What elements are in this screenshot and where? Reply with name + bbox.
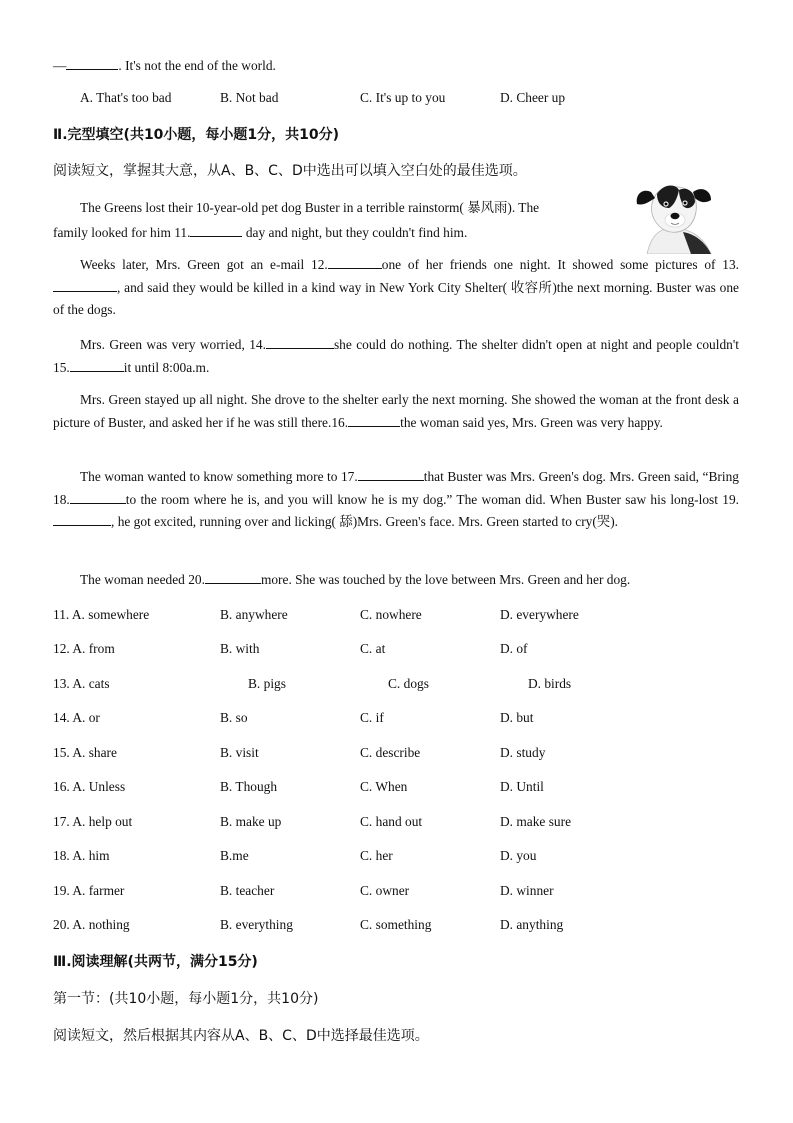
question-option-b: B. so [220,710,248,725]
blank-11 [190,222,242,237]
question-option-d: D. everywhere [500,607,579,622]
question-option-b: B. visit [220,745,259,760]
answer-blank [66,55,118,70]
question-row-13 [0,676,793,696]
p6-text-b: more. She was touched by the love between Mrs. Green and her dog. [260,572,631,587]
blank-19 [53,511,111,526]
question-option-a: 17. A. help out [53,814,133,829]
question-option-a: 15. A. share [53,745,117,760]
question-option-c: C. her [360,848,393,863]
p4-text-b: the woman said yes, Mrs. Green was very happy. [400,414,663,430]
p5-text-d: , he got excited, running over and licking( 舔)Mrs. Green's face. Mrs. Green started to cry(哭). [111,514,619,530]
question-row-19 [0,883,793,903]
top-options-row [0,90,793,110]
question-option-c: C. dogs [388,676,429,691]
question-option-a: 11. A. somewhere [53,607,150,622]
passage-paragraph-1-line-2 [53,222,467,242]
question-option-b: B.me [220,848,249,863]
question-option-a: 12. A. from [53,641,115,656]
question-option-c: C. describe [360,745,421,760]
p3-text-b: she could do nothing. The shelter didn't open at night and people couldn't 15. [53,337,739,375]
option-a: A. That's too bad [80,90,172,105]
question-option-a: 14. A. or [53,710,100,725]
question-option-d: D. but [500,710,534,725]
question-row-15 [0,745,793,765]
question-option-d: D. anything [500,917,564,932]
blank-16 [348,412,400,427]
passage-paragraph-2 [53,254,739,322]
question-option-a: 16. A. Unless [53,779,126,794]
dialogue-dash: — [53,58,67,73]
p5-text-c: to the room where he is, and you will know he is my dog.” The woman did. When Buster saw his long-lost 19. [125,491,739,507]
p2-text-a: Weeks later, Mrs. Green got an e-mail 12. [80,257,328,272]
blank-17 [358,466,424,481]
passage-paragraph-5 [53,466,739,534]
question-row-16 [0,779,793,799]
question-option-b: B. make up [220,814,282,829]
passage-paragraph-1 [53,197,621,220]
blank-18 [70,489,126,504]
p3-text-a: Mrs. Green was very worried, 14. [80,337,266,352]
question-option-d: D. of [500,641,528,656]
question-option-d: D. birds [528,676,572,691]
question-row-14 [0,710,793,730]
question-option-c: C. at [360,641,386,656]
question-option-b: B. anywhere [220,607,288,622]
question-option-d: D. you [500,848,537,863]
p3-text-c: it until 8:00a.m. [123,359,210,375]
section-2-heading: Ⅱ.完型填空(共10小题，每小题1分，共10分) [53,127,340,143]
option-d: D. Cheer up [500,90,566,105]
question-option-d: D. make sure [500,814,572,829]
blank-15 [70,357,124,372]
question-option-d: D. Until [500,779,544,794]
question-option-d: D. study [500,745,546,760]
question-option-b: B. pigs [248,676,286,691]
section-3-heading: Ⅲ.阅读理解(共两节，满分15分) [53,954,258,970]
p5-text-b: that Buster was Mrs. Green's dog. Mrs. Green said, “Bring 18. [53,469,740,507]
passage-paragraph-6 [53,569,739,592]
question-option-a: 18. A. him [53,848,110,863]
question-row-17 [0,814,793,834]
section-3-instruction: 阅读短文，然后根据其内容从A、B、C、D中选择最佳选项。 [53,1028,429,1044]
passage-paragraph-4 [53,389,739,434]
question-option-b: B. teacher [220,883,275,898]
dog-photo [633,178,715,254]
blank-13 [53,277,117,292]
question-option-c: C. if [360,710,384,725]
dialogue-text: . It's not the end of the world. [118,58,276,73]
question-option-c: C. hand out [360,814,423,829]
passage-paragraph-3 [53,334,739,379]
question-option-c: C. owner [360,883,410,898]
blank-20 [205,569,261,584]
p1-text-c: day and night, but they couldn't find him. [242,225,468,240]
p6-text-a: The woman needed 20. [80,572,205,587]
option-b: B. Not bad [220,90,279,105]
option-c: C. It's up to you [360,90,446,105]
question-option-c: C. something [360,917,432,932]
p1-text-a: The Greens lost their 10-year-old pet dog Buster in a terrible rainstorm( 暴风雨). The [80,200,540,215]
question-option-a: 19. A. farmer [53,883,125,898]
question-option-b: B. everything [220,917,293,932]
p2-text-c: , and said they would be killed in a kind way in New York City Shelter( 收容所)the next morning. Buster was one of the dogs. [53,279,739,318]
blank-14 [266,334,334,349]
section-3-part-1: 第一节：(共10小题，每小题1分，共10分) [53,991,319,1007]
question-option-b: B. Though [220,779,278,794]
question-option-a: 20. A. nothing [53,917,130,932]
p2-text-b: one of her friends one night. It showed some pictures of 13. [381,257,739,272]
p4-text-a: Mrs. Green stayed up all night. She drove to the shelter early the next morning. She showed the woman at the front desk a picture of Buster, and asked her if he was still there.16. [53,392,739,430]
p1-text-b: family looked for him 11. [53,225,191,240]
p5-text-a: The woman wanted to know something more to 17. [80,469,358,484]
question-row-11 [0,607,793,627]
question-row-18 [0,848,793,868]
question-option-a: 13. A. cats [53,676,110,691]
section-2-instruction: 阅读短文，掌握其大意，从A、B、C、D中选出可以填入空白处的最佳选项。 [53,163,527,179]
question-row-12 [0,641,793,661]
question-option-c: C. nowhere [360,607,422,622]
question-row-20 [0,917,793,937]
question-option-d: D. winner [500,883,554,898]
question-option-c: C. When [360,779,408,794]
dialogue-line [53,55,276,75]
question-option-b: B. with [220,641,260,656]
blank-12 [328,254,382,269]
